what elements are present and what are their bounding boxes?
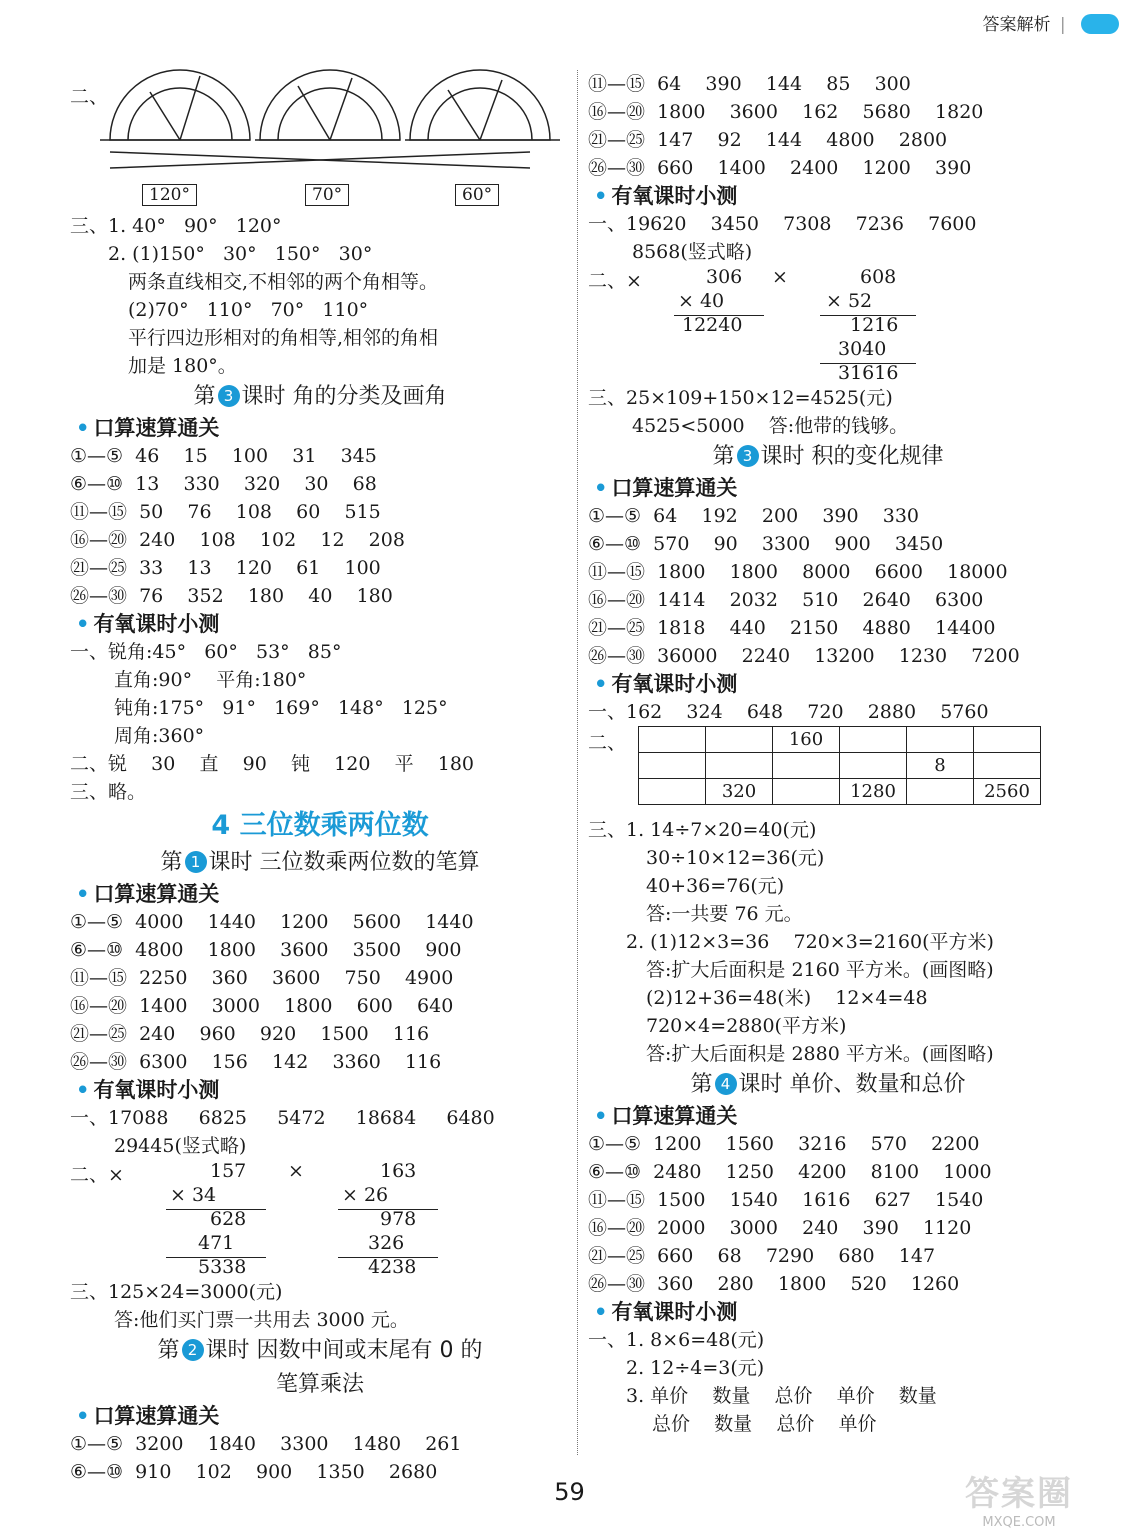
section-heading: • 有氧课时小测 (588, 1298, 1068, 1326)
answer-line: ㉑—㉕ 147 92 144 4800 2800 (588, 129, 948, 151)
answer-table (638, 726, 1041, 805)
vm-b-top: 608 (860, 266, 897, 288)
answer-line: ⑪—⑮ 1800 1800 8000 6600 18000 (588, 561, 1008, 583)
vertical-multiplication (70, 1160, 570, 1278)
answer-line: 8568(竖式略) (632, 241, 753, 263)
answer-line: 一、锐角:45° 60° 53° 85° (70, 641, 342, 663)
page-number: 59 (554, 1478, 585, 1506)
vm-cross: × (772, 266, 788, 288)
vertical-multiplication (588, 266, 1068, 384)
answer-line: 三、1. 14÷7×20=40(元) (588, 819, 817, 841)
answer-line: ㉖—㉚ 76 352 180 40 180 (70, 585, 393, 607)
table-row: 8 (639, 753, 1041, 779)
answer-line: 二、锐 30 直 90 钝 120 平 180 (70, 753, 474, 775)
vm-label: 二、× (70, 1164, 124, 1186)
answer-line: 一、17088 6825 5472 18684 6480 (70, 1107, 495, 1129)
lesson-number-badge: 3 (737, 445, 759, 467)
answer-line: ⑪—⑮ 1500 1540 1616 627 1540 (588, 1189, 984, 1211)
lesson-number-badge: 2 (182, 1339, 204, 1361)
answer-line: 40+36=76(元) (646, 875, 785, 897)
lesson-title: 第 3 课时 角的分类及画角 (193, 384, 447, 409)
answer-line: 3. 单价 数量 总价 单价 数量 (626, 1385, 937, 1407)
angle-answer-2: 70° (305, 184, 349, 206)
answer-line: 三、125×24=3000(元) (70, 1281, 283, 1303)
vm-b-mul: × 52 (826, 290, 873, 312)
answer-line: ⑯—⑳ 2000 3000 240 390 1120 (588, 1217, 972, 1239)
answer-line: ⑥—⑩ 4800 1800 3600 3500 900 (70, 939, 462, 961)
answer-line: ⑪—⑮ 50 76 108 60 515 (70, 501, 381, 523)
angle-answer-3: 60° (455, 184, 499, 206)
answer-line: 答:他们买门票一共用去 3000 元。 (114, 1309, 409, 1331)
lesson-title: 第 2 课时 因数中间或末尾有 0 的 (157, 1338, 483, 1363)
vm-b-p2: 326 (368, 1232, 405, 1254)
lesson-number-badge: 1 (185, 851, 207, 873)
watermark-url: MXQE.COM (982, 1515, 1056, 1530)
vm-a-top: 157 (210, 1160, 247, 1182)
answer-line: 720×4=2880(平方米) (646, 1015, 847, 1037)
answer-line: 三、1. 40° 90° 120° (70, 215, 282, 237)
vm-b-p1: 1216 (850, 314, 899, 336)
answer-line: ⑯—⑳ 1414 2032 510 2640 6300 (588, 589, 984, 611)
section-heading: • 口算速算通关 (70, 414, 570, 442)
answer-line: 答:一共要 76 元。 (646, 903, 803, 925)
answer-line: ㉖—㉚ 6300 156 142 3360 116 (70, 1051, 442, 1073)
vm-b-res: 31616 (838, 362, 899, 384)
answer-line: 2. (1)150° 30° 150° 30° (108, 243, 373, 265)
answer-line: 总价 数量 总价 单价 (652, 1413, 877, 1435)
section-heading: • 口算速算通关 (70, 1402, 570, 1430)
lesson-title-cont: 笔算乘法 (275, 1372, 364, 1397)
vm-a-mul: × 40 (678, 290, 725, 312)
answer-line: 钝角:175° 91° 169° 148° 125° (114, 697, 448, 719)
answer-line: ⑯—⑳ 240 108 102 12 208 (70, 529, 405, 551)
answer-line: 2. (1)12×3=36 720×3=2160(平方米) (626, 931, 994, 953)
section-heading: • 口算速算通关 (70, 880, 570, 908)
lesson-number-badge: 4 (715, 1073, 737, 1095)
answer-line: ㉑—㉕ 240 960 920 1500 116 (70, 1023, 430, 1045)
vm-a-p2: 471 (198, 1232, 235, 1254)
vm-b-res: 4238 (368, 1256, 417, 1278)
column-divider (577, 70, 578, 1455)
vm-b-mul: × 26 (342, 1184, 389, 1206)
table-row: 160 (639, 727, 1041, 753)
section-heading: • 口算速算通关 (588, 474, 1068, 502)
answer-line: 一、162 324 648 720 2880 5760 (588, 701, 989, 723)
answer-line: ⑪—⑮ 64 390 144 85 300 (588, 73, 911, 95)
answer-line: 三、25×109+150×12=4525(元) (588, 387, 893, 409)
answer-line: ㉖—㉚ 360 280 1800 520 1260 (588, 1273, 960, 1295)
header-pill-icon (1081, 14, 1119, 34)
section-heading: • 口算速算通关 (588, 1102, 1068, 1130)
left-column (70, 62, 570, 1486)
answer-line: 一、19620 3450 7308 7236 7600 (588, 213, 977, 235)
vm-a-p1: 628 (210, 1208, 247, 1230)
answer-line: ㉑—㉕ 1818 440 2150 4880 14400 (588, 617, 996, 639)
answer-line: 2. 12÷4=3(元) (626, 1357, 765, 1379)
unit-title: 4 三位数乘两位数 (211, 810, 429, 841)
answer-line: (2)70° 110° 70° 110° (128, 299, 369, 321)
answer-line: 直角:90° 平角:180° (114, 669, 307, 691)
section-heading: • 有氧课时小测 (588, 182, 1068, 210)
answer-line: ⑥—⑩ 570 90 3300 900 3450 (588, 533, 944, 555)
answer-line: 答:扩大后面积是 2880 平方米。(画图略) (646, 1043, 994, 1065)
protractor-label: 二、 (70, 86, 109, 108)
vm-cross: × (288, 1160, 304, 1182)
answer-line: ㉑—㉕ 33 13 120 61 100 (70, 557, 381, 579)
answer-line: ⑯—⑳ 1400 3000 1800 600 640 (70, 995, 454, 1017)
page-header: 答案解析 | (982, 10, 1119, 35)
answer-line: 两条直线相交,不相邻的两个角相等。 (128, 271, 439, 293)
header-title: 答案解析 (982, 15, 1051, 35)
answer-line: ①—⑤ 64 192 200 390 330 (588, 505, 920, 527)
lesson-title: 第 4 课时 单价、数量和总价 (690, 1072, 966, 1097)
answer-line: ①—⑤ 4000 1440 1200 5600 1440 (70, 911, 474, 933)
answer-line: 一、1. 8×6=48(元) (588, 1329, 765, 1351)
answer-line: ㉖—㉚ 660 1400 2400 1200 390 (588, 157, 972, 179)
vm-a-res: 12240 (682, 314, 743, 336)
answer-line: 答:扩大后面积是 2160 平方米。(画图略) (646, 959, 994, 981)
vm-label: 二、× (588, 270, 642, 292)
answer-line: ①—⑤ 3200 1840 3300 1480 261 (70, 1433, 462, 1455)
answer-line: ⑥—⑩ 2480 1250 4200 8100 1000 (588, 1161, 992, 1183)
vm-b-p2: 3040 (838, 338, 887, 360)
section-heading: • 有氧课时小测 (70, 610, 570, 638)
watermark-logo (919, 1466, 1119, 1530)
vm-a-mul: × 34 (170, 1184, 217, 1206)
protractor-figure (70, 62, 570, 212)
answer-line: 周角:360° (114, 725, 205, 747)
answer-line: ㉖—㉚ 36000 2240 13200 1230 7200 (588, 645, 1020, 667)
answer-line: 30÷10×12=36(元) (646, 847, 825, 869)
answer-table-block (588, 726, 1068, 816)
answer-line: (2)12+36=48(米) 12×4=48 (646, 987, 928, 1009)
answer-line: ⑥—⑩ 910 102 900 1350 2680 (70, 1461, 438, 1483)
angle-answer-1: 120° (142, 184, 197, 206)
vm-a-res: 5338 (198, 1256, 247, 1278)
lesson-title: 第 1 课时 三位数乘两位数的笔算 (160, 850, 480, 875)
section-heading: • 有氧课时小测 (588, 670, 1068, 698)
watermark-text: 答案圈 (965, 1474, 1073, 1514)
answer-line: ①—⑤ 1200 1560 3216 570 2200 (588, 1133, 980, 1155)
answer-line: ⑪—⑮ 2250 360 3600 750 4900 (70, 967, 454, 989)
answer-line: ㉑—㉕ 660 68 7290 680 147 (588, 1245, 936, 1267)
vm-b-top: 163 (380, 1160, 417, 1182)
answer-line: 平行四边形相对的角相等,相邻的角相 (128, 327, 439, 349)
answer-line: ⑥—⑩ 13 330 320 30 68 (70, 473, 377, 495)
table-row: 320 1280 2560 (639, 779, 1041, 805)
right-column (588, 70, 1068, 1438)
answer-line: ①—⑤ 46 15 100 31 345 (70, 445, 377, 467)
section-heading: • 有氧课时小测 (70, 1076, 570, 1104)
vm-a-top: 306 (706, 266, 743, 288)
lesson-number-badge: 3 (218, 385, 240, 407)
vm-b-p1: 978 (380, 1208, 417, 1230)
table-label: 二、 (588, 732, 627, 754)
answer-line: 4525<5000 答:他带的钱够。 (632, 415, 909, 437)
answer-line: 加是 180°。 (128, 355, 237, 377)
answer-line: 29445(竖式略) (114, 1135, 247, 1157)
lesson-title: 第 3 课时 积的变化规律 (712, 444, 944, 469)
answer-line: 三、略。 (70, 781, 147, 803)
answer-line: ⑯—⑳ 1800 3600 162 5680 1820 (588, 101, 984, 123)
